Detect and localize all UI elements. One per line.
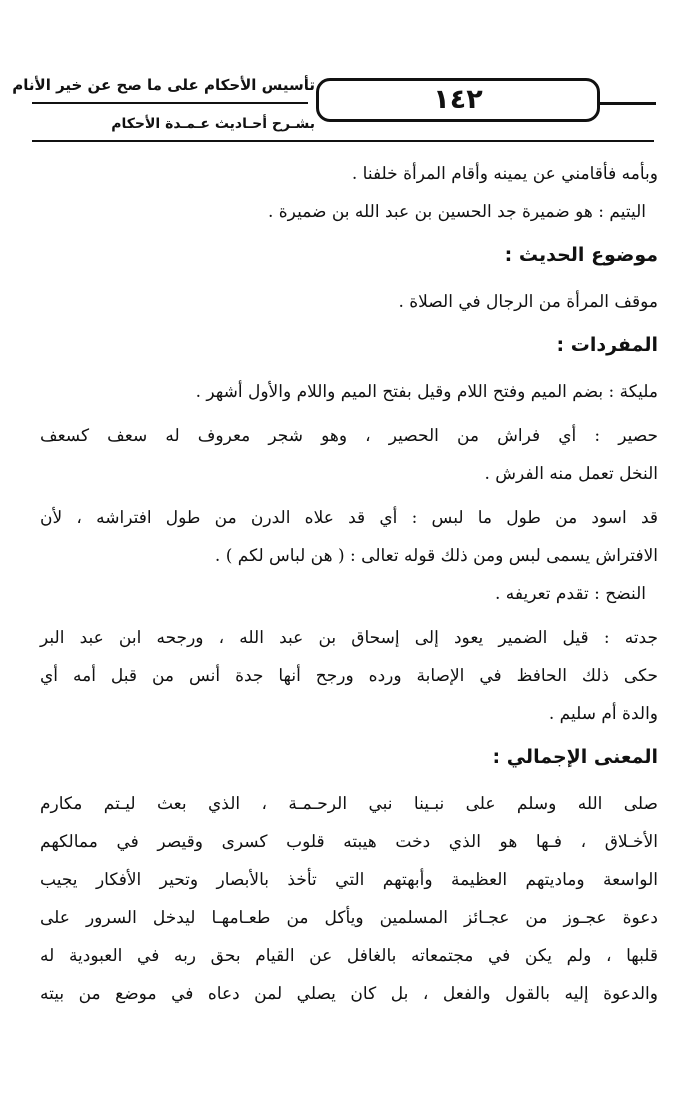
paragraph-line: حكى ذلك الحافظ في الإصابة ورده ورجح أنها جدة أنس من قبل أمه أي — [40, 666, 658, 686]
header-rule-short — [32, 102, 308, 104]
paragraph-line: قد اسود من طول ما لبس : أي قد علاه الدرن من طول افتراشه ، لأن — [40, 508, 658, 528]
paragraph-line: جدته : قيل الضمير يعود إلى إسحاق بن عبد الله ، ورجحه ابن عبد البر — [40, 628, 658, 648]
paragraph-line: الافتراش يسمى لبس ومن ذلك قوله تعالى : ( هن لباس لكم ) . — [214, 546, 658, 566]
paragraph-line: النخل تعمل منه الفرش . — [484, 464, 658, 484]
book-subtitle: بشـرح أحـاديث عـمـدة الأحكام — [111, 116, 315, 132]
paragraph-line: صلى الله وسلم على نبـينا نبي الرحـمـة ، الذي بعث ليـتم مكارم — [40, 794, 658, 814]
header-rule-long — [32, 140, 654, 142]
section-heading: موضوع الحديث : — [504, 244, 658, 266]
book-title: تأسيس الأحكام على ما صح عن خير الأنام — [12, 76, 315, 94]
page-number-badge — [316, 78, 600, 122]
paragraph-line: دعوة عجـوز من عجـائز المسلمين ويأكل من طعـامهـا ليدخل السرور على — [40, 908, 658, 928]
paragraph-line: الأخـلاق ، فـها هو الذي دخت هيبته قلوب كسرى وقيصر في ممالكهم — [40, 832, 658, 852]
paragraph-line: النضح : تقدم تعريفه . — [494, 584, 646, 604]
paragraph-line: حصير : أي فراش من الحصير ، وهو شجر معروف له سعف كسعف — [40, 426, 658, 446]
section-heading: المفردات : — [556, 334, 658, 356]
paragraph-line: قلبها ، ولم يكن في مجتمعاته بالغافل عن القيام بحق ربه في العبودية له — [40, 946, 658, 966]
paragraph-line: مليكة : بضم الميم وفتح اللام وقيل بفتح الميم واللام والأول أشهر . — [195, 382, 658, 402]
paragraph-line: موقف المرأة من الرجال في الصلاة . — [398, 292, 658, 312]
paragraph-line: وبأمه فأقامني عن يمينه وأقام المرأة خلفنا . — [351, 164, 658, 184]
page-number: ١٤٢ — [433, 84, 483, 115]
header-rule-right — [598, 102, 656, 105]
paragraph-line: والدة أم سليم . — [548, 704, 658, 724]
page-body — [40, 155, 658, 1013]
paragraph-line: والدعوة إليه بالقول والفعل ، بل كان يصلي لمن دعاه في موضع من بيته — [40, 984, 658, 1004]
paragraph-line: الواسعة وماديتهم العظيمة وأبهتهم التي تأخذ بالأبصار وتحير الأفكار يجيب — [40, 870, 658, 890]
section-heading: المعنى الإجمالي : — [492, 746, 658, 768]
paragraph-line: اليتيم : هو ضميرة جد الحسين بن عبد الله بن ضميرة . — [267, 202, 646, 222]
